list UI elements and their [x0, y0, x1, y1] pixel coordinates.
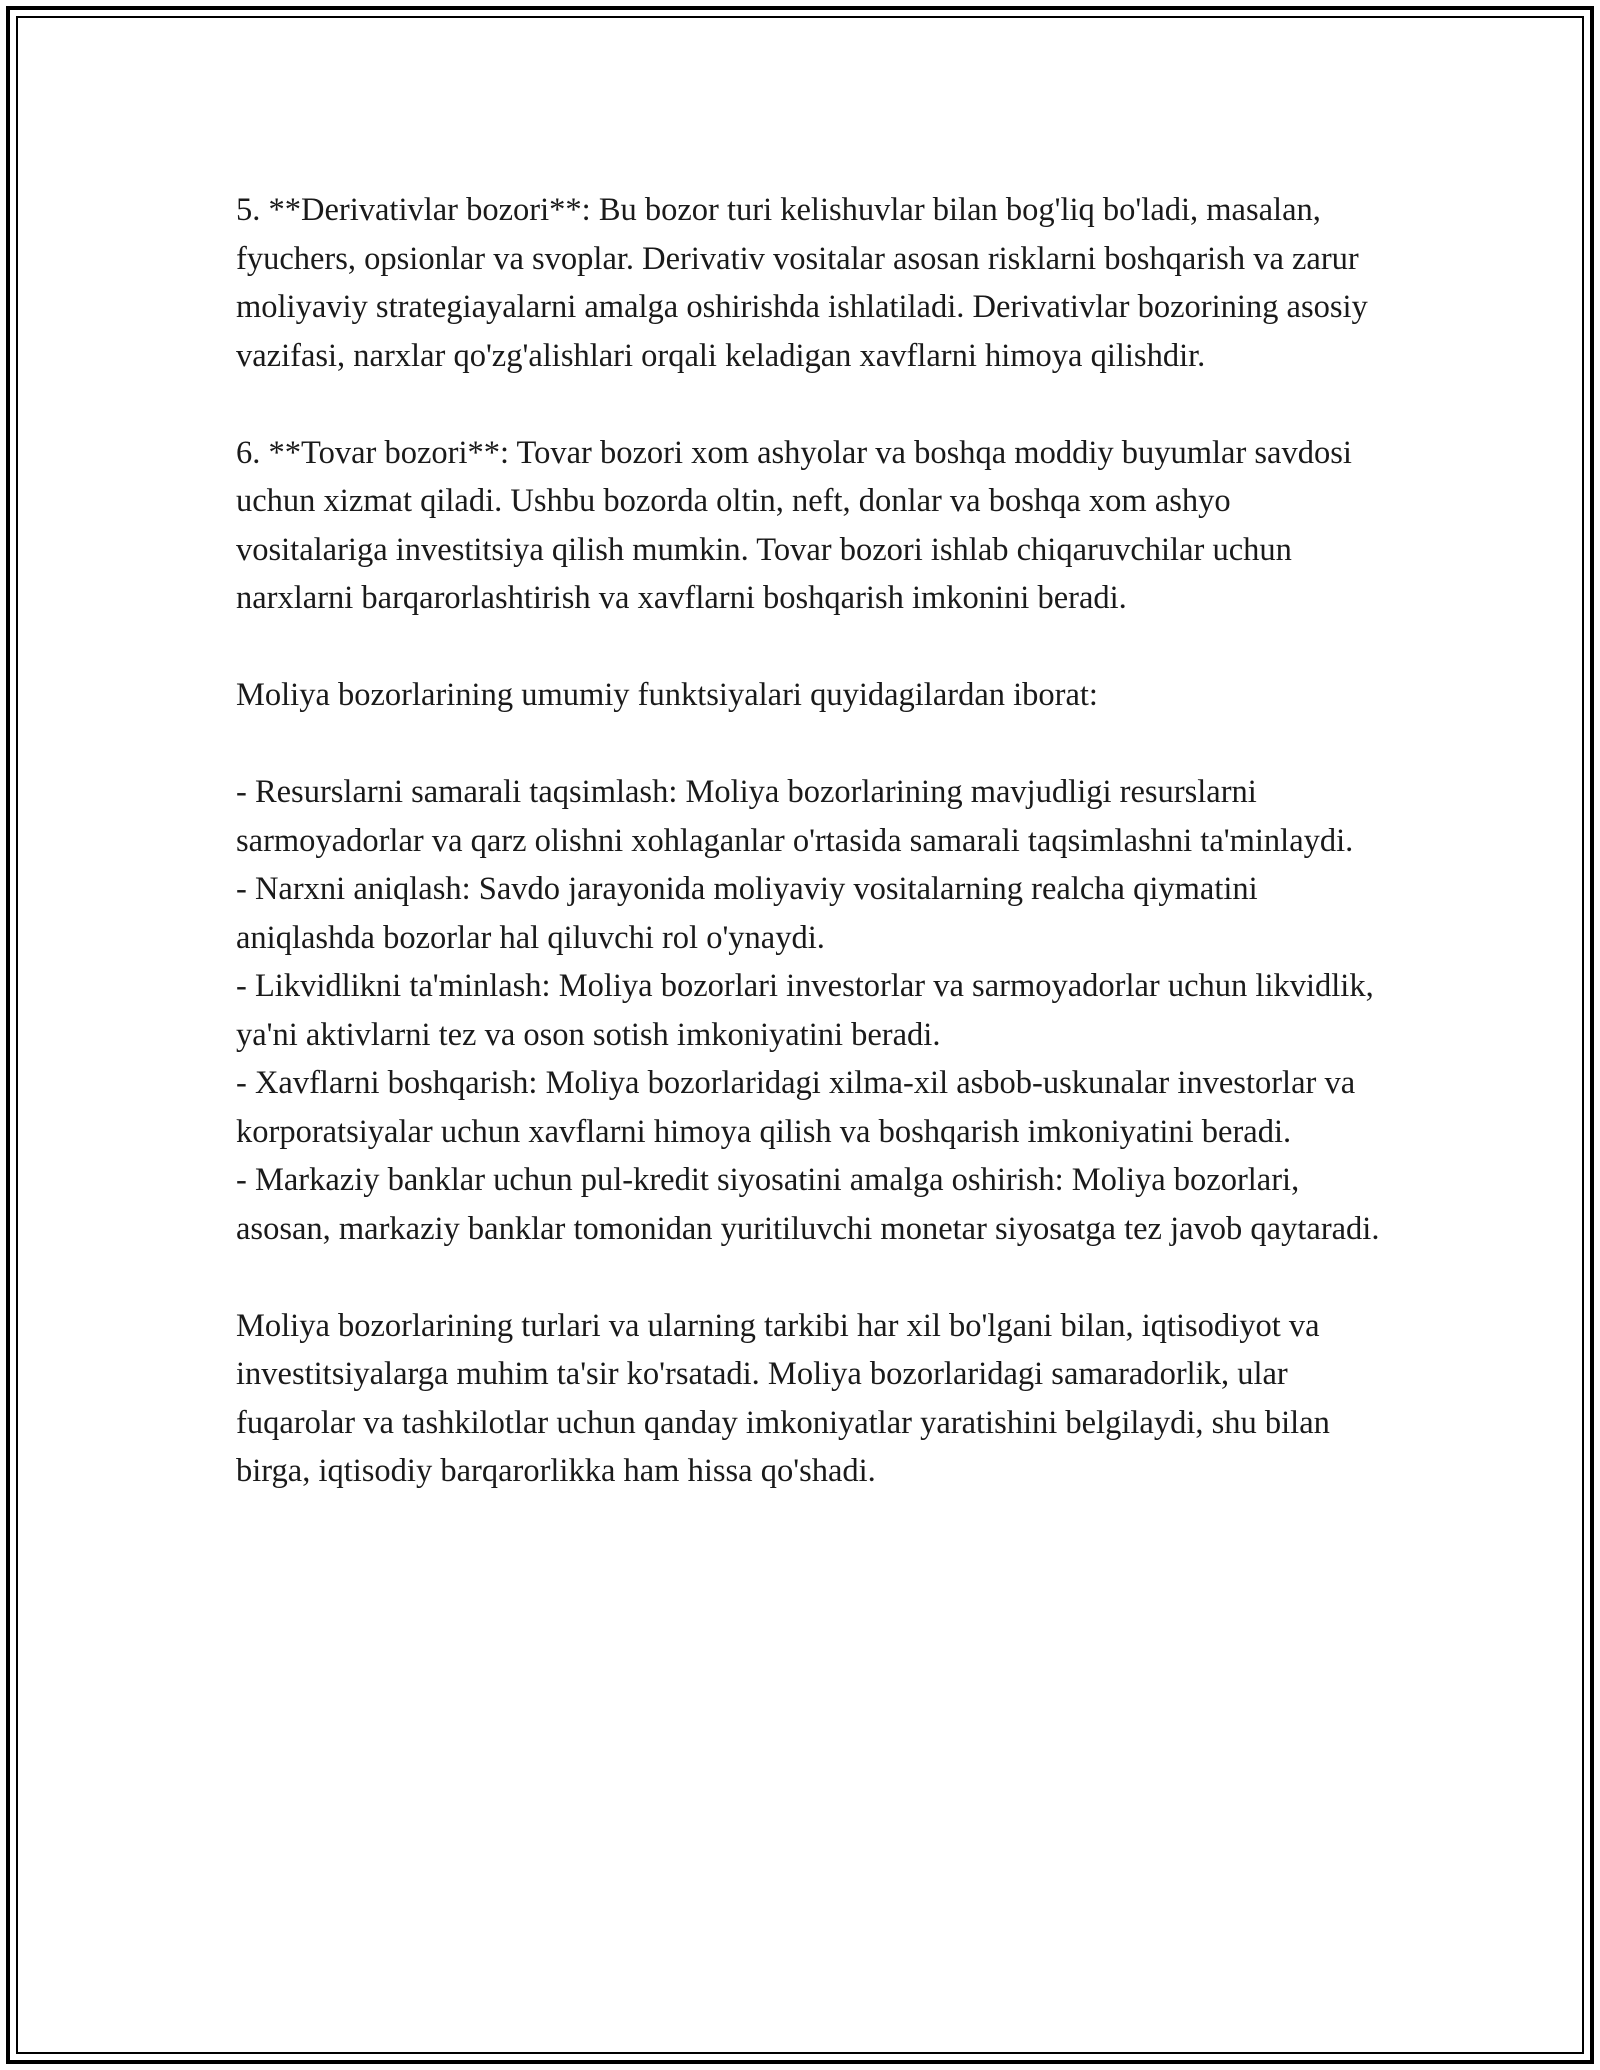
- paragraph-derivatives-market: 5. **Derivativlar bozori**: Bu bozor turi kelishuvlar bilan bog'liq bo'ladi, masalan, fyuchers, opsionlar va svoplar. Derivativ vositalar asosan risklarni boshqarish va zarur moliyaviy strategiayalarni amalga oshirishda ishlatiladi. Derivativlar bozorining asosiy vazifasi, narxlar qo'zg'alishlari orqali keladigan xavflarni himoya qilishdir.: [236, 192, 1368, 374]
- list-item: - Resurslarni samarali taqsimlash: Moliya bozorlarining mavjudligi resurslarni sarmoyadorlar va qarz olishni xohlaganlar o'rtasida samarali taqsimlashni ta'minlaydi.: [236, 774, 1354, 859]
- list-item: - Narxni aniqlash: Savdo jarayonida moliyaviy vositalarning realcha qiymatini aniqlashda bozorlar hal qiluvchi rol o'ynaydi.: [236, 871, 1258, 956]
- paragraph-commodity-market: 6. **Tovar bozori**: Tovar bozori xom ashyolar va boshqa moddiy buyumlar savdosi uchun xizmat qiladi. Ushbu bozorda oltin, neft, donlar va boshqa xom ashyo vositalariga investitsiya qilish mumkin. Tovar bozori ishlab chiqaruvchilar uchun narxlarni barqarorlashtirish va xavflarni boshqarish imkonini beradi.: [236, 434, 1352, 616]
- paragraph-conclusion: Moliya bozorlarining turlari va ularning tarkibi har xil bo'lgani bilan, iqtisodiyot va investitsiyalarga muhim ta'sir ko'rsatadi. Moliya bozorlaridagi samaradorlik, ular fuqarolar va tashkilotlar uchun qanday imkoniyatlar yaratishini belgilaydi, shu bilan birga, iqtisodiy barqarorlikka ham hissa qo'shadi.: [236, 1307, 1330, 1489]
- list-item: - Likvidlikni ta'minlash: Moliya bozorlari investorlar va sarmoyadorlar uchun likvidlik, ya'ni aktivlarni tez va oson sotish imkoniyatini beradi.: [236, 968, 1374, 1053]
- list-item: - Markaziy banklar uchun pul-kredit siyosatini amalga oshirish: Moliya bozorlari, asosan, markaziy banklar tomonidan yuritiluvchi monetar siyosatga tez javob qaytaradi.: [236, 1162, 1380, 1247]
- functions-list: [236, 768, 1386, 1253]
- paragraph-functions-intro: Moliya bozorlarining umumiy funktsiyalari quyidagilardan iborat:: [236, 677, 1098, 713]
- document-body: [236, 186, 1386, 1544]
- list-item: - Xavflarni boshqarish: Moliya bozorlaridagi xilma-xil asbob-uskunalar investorlar va korporatsiyalar uchun xavflarni himoya qilish va boshqarish imkoniyatini beradi.: [236, 1065, 1356, 1150]
